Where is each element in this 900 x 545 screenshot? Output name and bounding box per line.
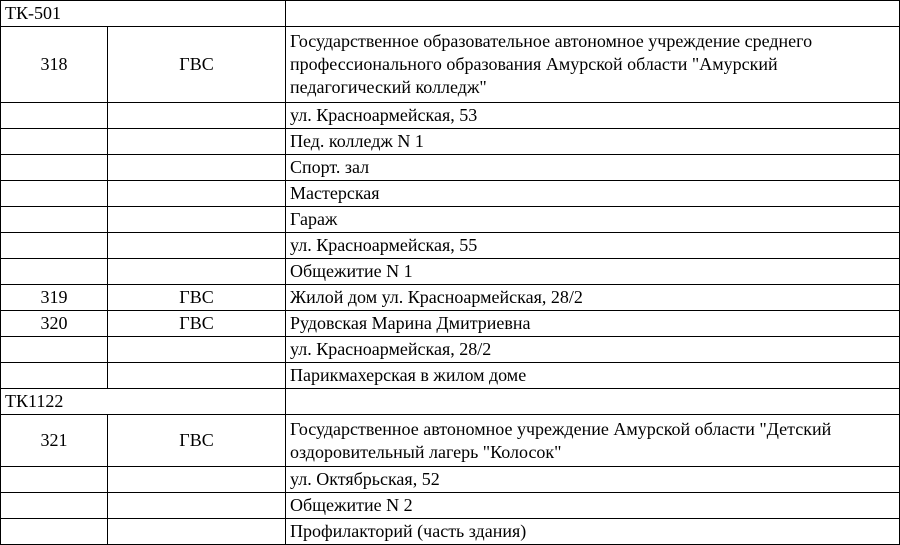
service-type-cell (108, 467, 286, 493)
description-cell: Спорт. зал (286, 155, 900, 181)
table-body (1, 1, 900, 545)
service-type-cell: ГВС (108, 285, 286, 311)
description-cell: Парикмахерская в жилом доме (286, 363, 900, 389)
table-row (1, 285, 900, 311)
row-number-cell (1, 233, 108, 259)
service-type-cell (108, 259, 286, 285)
description-cell: ул. Красноармейская, 28/2 (286, 337, 900, 363)
description-cell: ул. Октябрьская, 52 (286, 467, 900, 493)
table-row (1, 233, 900, 259)
row-number-cell (1, 467, 108, 493)
description-cell: ул. Красноармейская, 53 (286, 103, 900, 129)
service-type-cell (108, 233, 286, 259)
description-cell: Государственное автономное учреждение Амурской области "Детский оздоровительный лагерь "Колосок" (286, 415, 900, 467)
row-number-cell (1, 103, 108, 129)
service-type-cell: ГВС (108, 27, 286, 103)
service-type-cell (108, 493, 286, 519)
row-number-cell: 320 (1, 311, 108, 337)
service-type-cell (108, 155, 286, 181)
row-number-cell (1, 181, 108, 207)
description-cell: Жилой дом ул. Красноармейская, 28/2 (286, 285, 900, 311)
row-number-cell: 318 (1, 27, 108, 103)
group-label: ТК1122 (1, 389, 286, 415)
service-type-cell: ГВС (108, 415, 286, 467)
service-type-cell (108, 207, 286, 233)
row-number-cell (1, 207, 108, 233)
service-type-cell (108, 337, 286, 363)
row-number-cell (1, 519, 108, 545)
service-type-cell (108, 103, 286, 129)
description-cell: Общежитие N 1 (286, 259, 900, 285)
table-row (1, 519, 900, 545)
row-number-cell (1, 493, 108, 519)
table-row (1, 27, 900, 103)
service-type-cell (108, 181, 286, 207)
service-type-cell (108, 129, 286, 155)
row-number-cell (1, 155, 108, 181)
row-number-cell (1, 129, 108, 155)
service-type-cell: ГВС (108, 311, 286, 337)
description-cell: Профилакторий (часть здания) (286, 519, 900, 545)
service-type-cell (108, 363, 286, 389)
table-row (1, 259, 900, 285)
group-label: ТК-501 (1, 1, 286, 27)
description-cell: Гараж (286, 207, 900, 233)
group-header-row (1, 389, 900, 415)
description-cell: Общежитие N 2 (286, 493, 900, 519)
table-row (1, 129, 900, 155)
row-number-cell: 321 (1, 415, 108, 467)
description-cell: Пед. колледж N 1 (286, 129, 900, 155)
table-row (1, 467, 900, 493)
group-header-empty-cell (286, 1, 900, 27)
table-row (1, 207, 900, 233)
table-row (1, 363, 900, 389)
service-type-cell (108, 519, 286, 545)
table-row (1, 181, 900, 207)
description-cell: Рудовская Марина Дмитриевна (286, 311, 900, 337)
table-row (1, 337, 900, 363)
group-header-empty-cell (286, 389, 900, 415)
table-row (1, 103, 900, 129)
row-number-cell (1, 337, 108, 363)
table-row (1, 493, 900, 519)
table-row (1, 415, 900, 467)
row-number-cell (1, 259, 108, 285)
row-number-cell: 319 (1, 285, 108, 311)
row-number-cell (1, 363, 108, 389)
description-cell: ул. Красноармейская, 55 (286, 233, 900, 259)
description-cell: Мастерская (286, 181, 900, 207)
description-cell: Государственное образовательное автономное учреждение среднего профессионального образования Амурской области "Амурский педагогический колледж" (286, 27, 900, 103)
group-header-row (1, 1, 900, 27)
table-row (1, 155, 900, 181)
table-row (1, 311, 900, 337)
